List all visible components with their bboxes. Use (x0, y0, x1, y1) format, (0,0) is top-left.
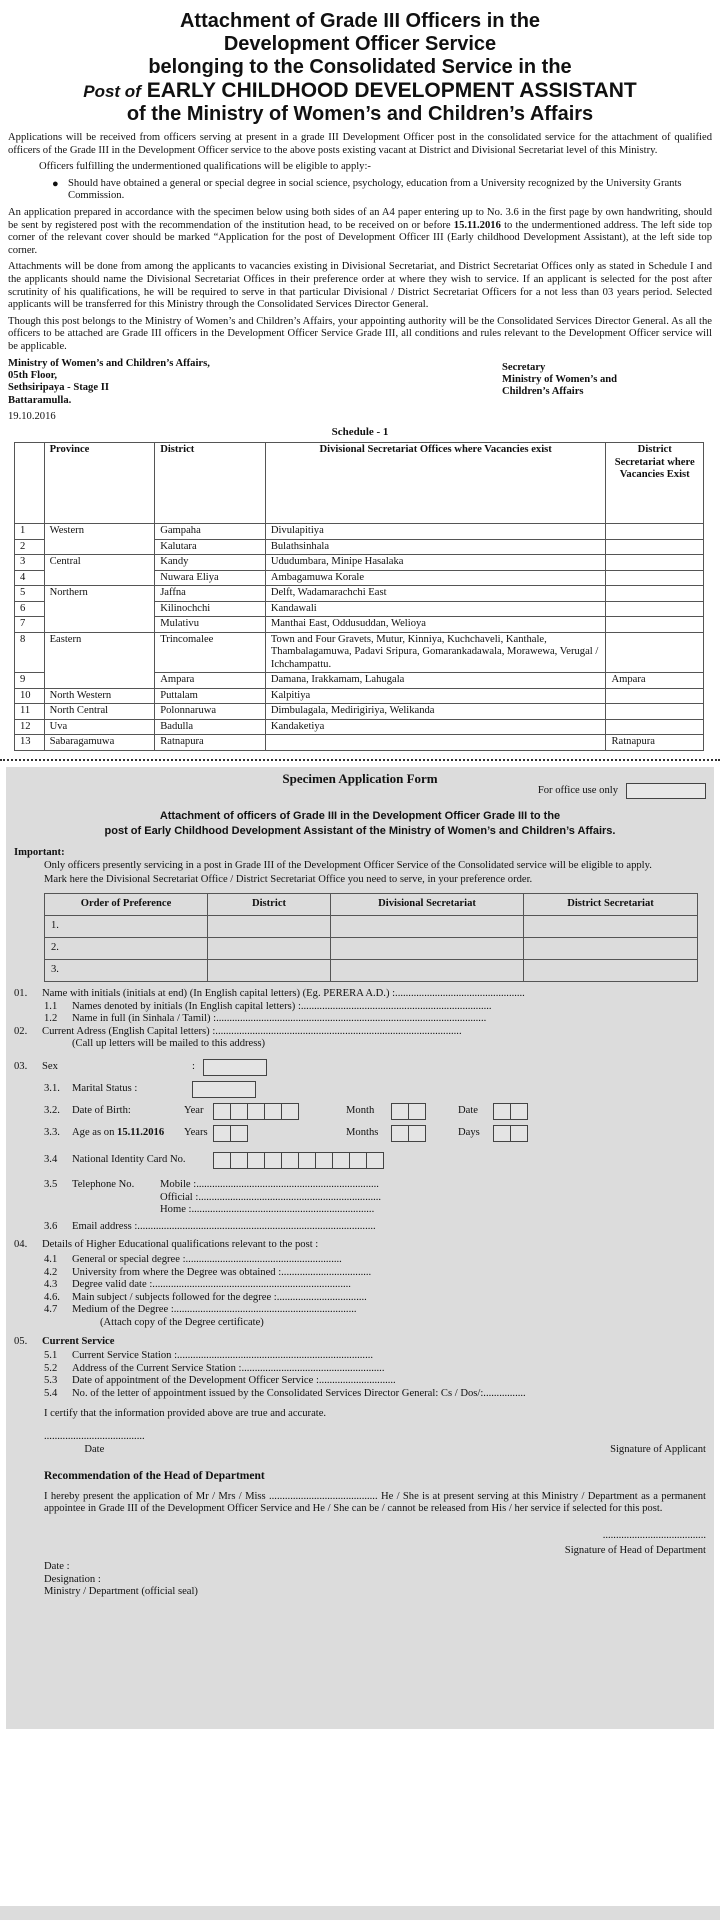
schedule-cell-province (44, 601, 155, 617)
age-months-boxes[interactable] (392, 1125, 458, 1142)
address-line: Sethsiripaya - Stage II (8, 382, 109, 394)
marital-box[interactable] (192, 1081, 256, 1098)
schedule-table (14, 442, 704, 751)
schedule-row (15, 704, 704, 720)
schedule-cell-n: 9 (15, 673, 45, 689)
schedule-cell-province: Eastern (44, 632, 155, 673)
home-line[interactable]: Home :..................................................................... (160, 1204, 375, 1216)
address-line: 05th Floor, (8, 369, 58, 381)
schedule-cell-dist (606, 539, 704, 555)
field-email: 3.6 Email address :.......................................................................................... (44, 1220, 376, 1232)
field-5-2: 5.2 Address of the Current Service Station :...................................................... (44, 1362, 385, 1374)
schedule-cell-n: 13 (15, 735, 45, 751)
date-label: Date (84, 1443, 105, 1455)
dob-month-boxes[interactable] (392, 1103, 458, 1120)
schedule-cell-n: 6 (15, 601, 45, 617)
paragraph-intro: Applications will be received from officers serving at present in a grade III Development Officer post in the consolidated service for the attachment of qualified officers of the Grade III in the Development Officer service to the above posts existing vacant at District and Divisional Secretariat level of this Ministry. (8, 132, 712, 156)
schedule-row (15, 570, 704, 586)
preference-header: Divisional Secretariat (331, 894, 524, 916)
schedule-cell-province: Uva (44, 719, 155, 735)
schedule-cell-province (44, 570, 155, 586)
schedule-row (15, 524, 704, 540)
schedule-cell-ds: Kandaketiya (265, 719, 606, 735)
paragraph-attachment: Attachments will be done from among the applicants to vacancies existing in Divisional Secretariat, and District Secretariat Offices only as stated in Schedule I and the applicants should name the Divisional Secretariat Offices in their preference order at where they wish to service. If an applicant is selected for the post after scrutinity of his qualifications, he will be required to serve in that particular Divisional / District Secretariat Officers for a not less than 03 years period. Selected applicants will be transferred for this Ministry through the Consolidated Services Director General. (8, 261, 712, 311)
bullet-icon: ● (52, 177, 59, 190)
schedule-header: Divisional Secretariat Offices where Vacancies exist (265, 443, 606, 524)
schedule-row (15, 688, 704, 704)
schedule-cell-ds: Manthai East, Oddusuddan, Welioya (265, 617, 606, 633)
qualification-text: Should have obtained a general or special degree in social science, psychology, education from a University recognized by the University Grants Commission. (68, 177, 682, 202)
schedule-cell-dist (606, 601, 704, 617)
schedule-cell-province: North Western (44, 688, 155, 704)
field-4-2: 4.2 University from where the Degree was obtained :.................................. (44, 1266, 372, 1278)
field-4-3: 4.3 Degree valid date :........................................................................... (44, 1279, 351, 1291)
certification-text: I certify that the information provided above are true and accurate. (44, 1408, 327, 1420)
schedule-row (15, 617, 704, 633)
address-line: Battaramulla. (8, 394, 72, 406)
schedule-cell-district: Trincomalee (155, 632, 266, 673)
schedule-row (15, 539, 704, 555)
schedule-cell-ds: Kandawali (265, 601, 606, 617)
field-5-3: 5.3 Date of appointment of the Development Officer Service :............................. (44, 1375, 396, 1387)
schedule-row (15, 632, 704, 673)
field-02-note: (Call up letters will be mailed to this address) (72, 1038, 265, 1050)
preference-header: District Secretariat (524, 894, 698, 916)
footer-ministry: Ministry / Department (official seal) (44, 1586, 198, 1598)
recommendation-text: I hereby present the application of Mr / Mrs / Miss ......................................... He / She is at present serving at this Ministry / Department as a permanent appointee in Grade III of the Development Officer Service and He / She can be / cannot be released from His / her service if selected for this post. (44, 1490, 706, 1515)
title-post-name: EARLY CHILDHOOD DEVELOPMENT ASSISTANT (146, 79, 637, 102)
schedule-row (15, 555, 704, 571)
field-sex: 03. Sex : (14, 1059, 706, 1076)
important-label: Important: (14, 847, 65, 859)
paragraph-eligibility: Officers fulfilling the undermentioned qualifications will be eligible to apply:- (39, 161, 371, 173)
schedule-cell-dist (606, 524, 704, 540)
schedule-title: Schedule - 1 (331, 426, 389, 439)
footer-designation: Designation : (44, 1573, 101, 1585)
schedule-cell-province (44, 617, 155, 633)
schedule-cell-n: 11 (15, 704, 45, 720)
closing-date: 15.11.2016 (453, 219, 501, 231)
field-5-1: 5.1 Current Service Station :.......................................................................... (44, 1350, 374, 1362)
title-line-3: belonging to the Consolidated Service in the (148, 56, 572, 78)
schedule-row (15, 719, 704, 735)
important-text-2: Mark here the Divisional Secretariat Office / District Secretariat Office you need to serve, in your preference order. (44, 874, 533, 886)
field-dob: 3.2. Date of Birth: Year Month Date (14, 1103, 706, 1120)
schedule-cell-dist: Ratnapura (606, 735, 704, 751)
schedule-header: District Secretariat where Vacancies Exist (606, 443, 704, 524)
schedule-cell-province (44, 539, 155, 555)
notice-date: 19.10.2016 (8, 411, 56, 423)
schedule-cell-n: 3 (15, 555, 45, 571)
title-line-5: of the Ministry of Women’s and Children’s Affairs (126, 103, 594, 125)
sex-box[interactable] (203, 1059, 267, 1076)
schedule-cell-province: Sabaragamuwa (44, 735, 155, 751)
office-use-label: For office use only (537, 784, 618, 796)
schedule-cell-dist (606, 570, 704, 586)
schedule-row (15, 673, 704, 689)
field-age: 3.3. Age as on 15.11.2016 Years Months Days (14, 1125, 706, 1142)
schedule-cell-ds: Delft, Wadamarachchi East (265, 586, 606, 602)
schedule-cell-district: Badulla (155, 719, 266, 735)
schedule-header: District (155, 443, 266, 524)
schedule-cell-ds (265, 735, 606, 751)
address-block (8, 358, 712, 408)
field-01: 01. Name with initials (initials at end) (In English capital letters) (Eg. PERERA A.D.) :................................................. (14, 988, 525, 999)
dotted-separator (0, 759, 720, 761)
schedule-cell-district: Jaffna (155, 586, 266, 602)
schedule-cell-ds: Divulapitiya (265, 524, 606, 540)
paragraph-authority: Though this post belongs to the Ministry of Women’s and Children’s Affairs, your appointing authority will be the Consolidated Services Director General. As all the officers to be attached are Grade III officers in the Development Officer Service Grade III, all conditions and rules relevant to the Development Officer service will be applicable. (8, 315, 712, 352)
title-line-2: Development Officer Service (223, 33, 497, 55)
preference-row: 2. (45, 938, 698, 960)
preference-header: District (208, 894, 331, 916)
schedule-cell-ds: Town and Four Gravets, Mutur, Kinniya, Kuchchaveli, Kanthale, Thambalagamuwa, Padavi Sripura, Gomarankadawala, Morawewa, Verugal / Ichchampattu. (265, 632, 606, 673)
field-4-6: 4.6. Main subject / subjects followed for the degree :.................................. (44, 1291, 367, 1303)
schedule-cell-ds: Dimbulagala, Medirigiriya, Welikanda (265, 704, 606, 720)
notice-title (8, 10, 712, 126)
form-title: Specimen Application Form (282, 770, 438, 786)
dob-year-boxes[interactable] (214, 1103, 346, 1120)
footer-date: Date : (44, 1561, 70, 1573)
official-line[interactable]: Official :..................................................................... (160, 1191, 382, 1203)
schedule-cell-n: 12 (15, 719, 45, 735)
schedule-row (15, 586, 704, 602)
schedule-cell-district: Gampaha (155, 524, 266, 540)
field-4-1: 4.1 General or special degree :........................................................... (44, 1253, 342, 1265)
schedule-cell-dist: Ampara (606, 673, 704, 689)
schedule-cell-n: 10 (15, 688, 45, 704)
schedule-cell-n: 1 (15, 524, 45, 540)
schedule-cell-n: 4 (15, 570, 45, 586)
address-line: Ministry of Women’s and Children’s Affairs, (8, 357, 210, 369)
schedule-cell-ds: Ududumbara, Minipe Hasalaka (265, 555, 606, 571)
schedule-cell-province: North Central (44, 704, 155, 720)
schedule-cell-n: 8 (15, 632, 45, 673)
preference-table (44, 893, 698, 982)
field-4-7-note: (Attach copy of the Degree certificate) (100, 1316, 264, 1328)
field-04: 04. Details of Higher Educational qualifications relevant to the post : (14, 1239, 319, 1251)
age-years-boxes[interactable] (214, 1125, 346, 1142)
schedule-cell-district: Puttalam (155, 688, 266, 704)
form-subtitle: Attachment of officers of Grade III in the Development Officer Grade III to the post of Early Childhood Development Assistant of the Ministry of Women’s and Children’s Affairs. (104, 810, 616, 838)
schedule-cell-n: 2 (15, 539, 45, 555)
field-02: 02. Current Adress (English Capital letters) :............................................................................................. (14, 1025, 462, 1037)
mobile-line[interactable]: Mobile :..................................................................... (160, 1178, 379, 1190)
schedule-cell-district: Nuwara Eliya (155, 570, 266, 586)
schedule-cell-district: Kalutara (155, 539, 266, 555)
head-signature-dots[interactable]: ....................................... (602, 1530, 706, 1542)
paragraph-submission: An application prepared in accordance with the specimen below using both sides of an A4 paper entering up to No. 3.6 in the first page by own handwriting, should be sent by registered post with the recommendation of the institution head, to be received on or before 15.11.2016 to the undermentioned address. The left side top corner of the relevant cover should be marked “Application for the post of Development Officer III (Early childhood Development Assistant), at the left side top corner. (8, 206, 712, 256)
field-05: 05. Current Service (14, 1335, 115, 1347)
schedule-cell-dist (606, 555, 704, 571)
head-signature-label: Signature of Head of Department (564, 1544, 706, 1556)
page-footer-bar (0, 1906, 720, 1920)
gazette-page (8, 8, 712, 1729)
schedule-cell-ds: Damana, Irakkamam, Lahugala (265, 673, 606, 689)
field-4-7: 4.7 Medium of the Degree :..................................................................... (44, 1304, 357, 1316)
field-1-1: 1.1 Names denoted by initials (In English capital letters) :........................................................................ (44, 1000, 492, 1012)
schedule-cell-ds: Ambagamuwa Korale (265, 570, 606, 586)
office-use-box[interactable] (626, 783, 706, 799)
nic-boxes[interactable] (214, 1152, 384, 1169)
signatory-line: Secretary (502, 361, 546, 373)
schedule-header: Province (44, 443, 155, 524)
recommendation-title: Recommendation of the Head of Department (44, 1470, 265, 1483)
schedule-cell-dist (606, 617, 704, 633)
schedule-cell-n: 7 (15, 617, 45, 633)
age-days-boxes[interactable] (494, 1125, 528, 1142)
qualification-bullet (52, 178, 712, 203)
schedule-cell-dist (606, 704, 704, 720)
schedule-cell-ds: Kalpitiya (265, 688, 606, 704)
signatory-line: Ministry of Women’s and (502, 373, 618, 385)
schedule-cell-province: Northern (44, 586, 155, 602)
schedule-cell-ds: Bulathsinhala (265, 539, 606, 555)
preference-row: 1. (45, 916, 698, 938)
schedule-cell-province: Central (44, 555, 155, 571)
field-5-4: 5.4 No. of the letter of appointment issued by the Consolidated Services Director General: Cs / Dos/:................ (44, 1387, 526, 1399)
signatory-line: Children’s Affairs (502, 386, 584, 398)
field-marital: 3.1. Marital Status : (14, 1081, 706, 1098)
schedule-cell-dist (606, 688, 704, 704)
application-form (6, 767, 714, 1729)
important-text-1: Only officers presently servicing in a post in Grade III of the Development Officer Service of the Consolidated service will be eligible to apply. (44, 859, 652, 871)
preference-row: 3. (45, 960, 698, 982)
applicant-signature-row: ...................................... Date Signature of Applicant (44, 1431, 706, 1455)
field-nic: 3.4 National Identity Card No. (14, 1152, 706, 1169)
schedule-cell-district: Ampara (155, 673, 266, 689)
schedule-cell-province (44, 673, 155, 689)
schedule-cell-dist (606, 719, 704, 735)
preference-header: Order of Preference (45, 894, 208, 916)
field-1-2: 1.2 Name in full (in Sinhala / Tamil) :...................................................................................................... (44, 1013, 487, 1025)
schedule-cell-province: Western (44, 524, 155, 540)
schedule-cell-district: Kandy (155, 555, 266, 571)
title-post-prefix: Post of (83, 82, 141, 101)
schedule-row (15, 735, 704, 751)
title-line-1: Attachment of Grade III Officers in the (179, 10, 541, 32)
schedule-cell-district: Ratnapura (155, 735, 266, 751)
schedule-body (15, 524, 704, 751)
schedule-cell-dist (606, 632, 704, 673)
schedule-cell-dist (606, 586, 704, 602)
applicant-signature-label: Signature of Applicant (610, 1443, 706, 1455)
schedule-cell-district: Polonnaruwa (155, 704, 266, 720)
field-telephone: 3.5 Telephone No. Mobile :..................................................................... Official :..................................................................... Home :..................................................................... (44, 1178, 382, 1216)
schedule-cell-district: Mulativu (155, 617, 266, 633)
schedule-row (15, 601, 704, 617)
schedule-header (15, 443, 45, 524)
schedule-cell-n: 5 (15, 586, 45, 602)
dob-day-boxes[interactable] (494, 1103, 528, 1120)
schedule-cell-district: Kilinochchi (155, 601, 266, 617)
